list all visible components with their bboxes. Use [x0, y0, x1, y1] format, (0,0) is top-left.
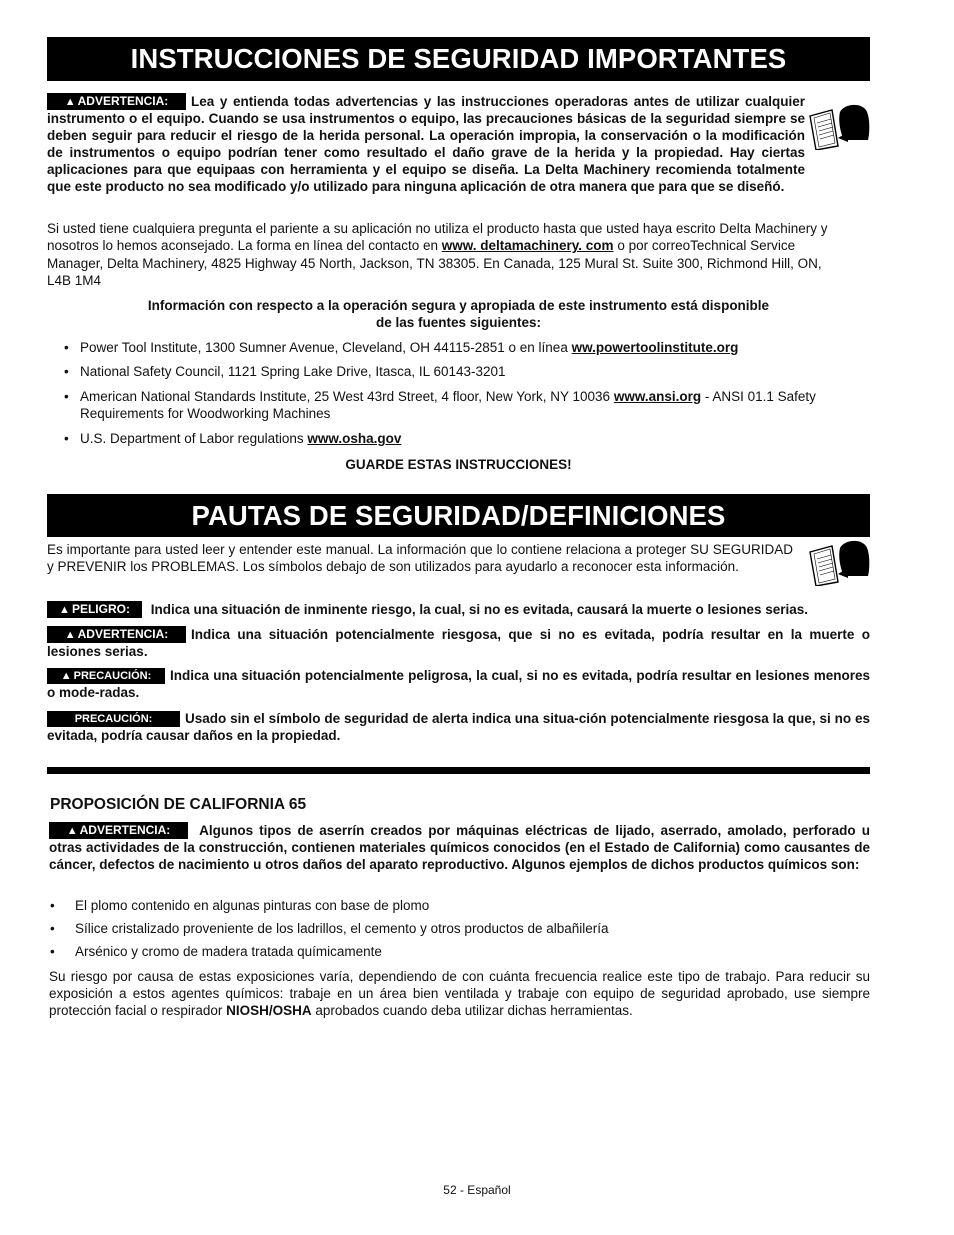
- caution-tag-label: PRECAUCIÓN:: [74, 713, 153, 725]
- warning-tag-label: ADVERTENCIA:: [77, 94, 169, 108]
- chemical-text: Arsénico y cromo de madera tratada químicamente: [75, 944, 382, 959]
- ansi-link[interactable]: www.ansi.org: [613, 389, 702, 404]
- read-manual-icon: [808, 538, 870, 586]
- definition-warning: [47, 626, 870, 660]
- save-instructions: GUARDE ESTAS INSTRUCCIONES!: [345, 457, 572, 472]
- warning-triangle-icon: ▲: [64, 96, 76, 108]
- warning-triangle-icon: ▲: [66, 825, 78, 837]
- sources-list: [50, 339, 840, 447]
- section-divider: [47, 767, 870, 774]
- caution-tag-no-symbol: [47, 711, 180, 727]
- risk-text: Su riesgo por causa de estas exposiciones varía, dependiendo de con cuánta frecuencia realice este tipo de trabajo. Para reducir su exposición a estos agentes químicos: trabaje en un área bien ventilada y trabaje con equipo de seguridad aprobado, use siempre protección facial o respirador: [49, 969, 870, 1018]
- section-title-text: INSTRUCCIONES DE SEGURIDAD IMPORTANTES: [130, 43, 787, 74]
- warning-triangle-icon: ▲: [59, 604, 70, 616]
- warning-text: Lea y entienda todas advertencias y las instrucciones operadoras antes de utilizar cualquier instrumento o el equipo. Cuando se usa instrumentos o equipo, las precauciones básicas de la seguridad siempre se deben seguir para reducir el riesgo de la herida personal. La operación impropia, la conservación o la modificación de instrumentos o equipo podrían tener como resultado el daño grave de la herida y la propiedad. Hay ciertas aplicaciones para que equipaas con herramienta y el equipo se diseña. La Delta Machinery recomienda totalmente que este producto no sea modificado y/o utilizado para ninguna aplicación de otra manera que para que se diseñó.: [47, 94, 805, 194]
- contact-paragraph: [47, 220, 847, 289]
- risk-text-end: aprobados cuando deba utilizar dichas herramientas.: [311, 1003, 633, 1018]
- contact-text: Si usted tiene cualquiera pregunta el pariente a su aplicación no utiliza el producto hasta que usted haya escrito Delta Machinery y nosotros lo hemos aconsejado. La forma en línea del contacto en: [47, 221, 828, 254]
- page-number: 52 - Español: [443, 1183, 511, 1197]
- chemical-text: Sílice cristalizado proveniente de los ladrillos, el cemento y otros productos de albañilería: [75, 921, 609, 936]
- definition-text: Indica una situación potencialmente riesgosa, que si no es evitada, podría resultar en la muerte o lesiones serias.: [47, 627, 870, 659]
- danger-tag-label: PELIGRO:: [71, 602, 130, 616]
- section-title-safety-instructions: [47, 37, 870, 81]
- warning-tag-label: ADVERTENCIA:: [79, 823, 171, 837]
- definition-text: Indica una situación de inminente riesgo, la cual, si no es evitada, causará la muerte o lesiones serias.: [150, 602, 809, 617]
- definition-text: Usado sin el símbolo de seguridad de alerta indica una situa-ción potencialmente riesgosa la que, si no es evitada, podría causar daños en la propiedad.: [47, 711, 870, 743]
- prop65-warning-paragraph: [49, 822, 870, 873]
- list-item: • Sílice cristalizado proveniente de los ladrillos, el cemento y otros productos de albañilería: [50, 921, 609, 936]
- warning-triangle-icon: ▲: [64, 629, 76, 641]
- definition-caution-no-symbol: [47, 710, 870, 744]
- definition-caution: [47, 667, 870, 701]
- source-text-after: - ANSI 01.1 Safety Requirements for Woodworking Machines: [80, 389, 816, 421]
- info-heading-line1: Información con respecto a la operación segura y apropiada de este instrumento está disponible: [147, 298, 770, 313]
- definitions-intro: Es importante para usted leer y entender este manual. La información que lo contiene relaciona a proteger SU SEGURIDAD y PREVENIR los PROBLEMAS. Los símbolos debajo de son utilizados para ayudarlo a reconocer esta información.: [47, 542, 793, 574]
- source-text: Power Tool Institute, 1300 Sumner Avenue, Cleveland, OH 44115-2851 o en línea: [80, 340, 572, 355]
- chemical-text: El plomo contenido en algunas pinturas con base de plomo: [75, 898, 430, 913]
- read-manual-icon: [808, 102, 870, 150]
- contact-address: o por correoTechnical Service Manager, Delta Machinery, 4825 Highway 45 North, Jackson, TN 38305. En Canada, 125 Mural St. Suite 300, Richmond Hill, ON, L4B 1M4: [47, 238, 822, 288]
- safety-warning-paragraph: [47, 93, 805, 195]
- prop65-heading: PROPOSICIÓN DE CALIFORNIA 65: [50, 796, 307, 813]
- caution-tag: [47, 668, 165, 684]
- warning-tag-label: ADVERTENCIA:: [77, 627, 169, 641]
- source-text: American National Standards Institute, 25 West 43rd Street, 4 floor, New York, NY 10036: [80, 389, 614, 404]
- list-item: • El plomo contenido en algunas pinturas con base de plomo: [50, 898, 430, 913]
- source-text: National Safety Council, 1121 Spring Lake Drive, Itasca, IL 60143-3201: [80, 364, 506, 379]
- warning-text: Algunos tipos de aserrín creados por máquinas eléctricas de lijado, aserrado, amolado, perforado u otras actividades de la construcción, contienen materiales químicos conocidos (en el Estado de California) como causantes de cáncer, defectos de nacimiento u otros daños del aparato reproductivo. Algunos ejemplos de dichos productos químicos son:: [49, 823, 870, 872]
- list-item: • Arsénico y cromo de madera tratada químicamente: [50, 944, 382, 959]
- list-item: • U.S. Department of Labor regulations www.osha.gov: [64, 431, 402, 446]
- powertool-link[interactable]: ww.powertoolinstitute.org: [571, 340, 739, 355]
- caution-tag-label: PRECAUCIÓN:: [73, 670, 152, 682]
- niosh-osha-text: NIOSH/OSHA: [226, 1003, 312, 1018]
- section-title-text: PAUTAS DE SEGURIDAD/DEFINICIONES: [191, 499, 726, 531]
- info-heading-line2: de las fuentes siguientes:: [375, 315, 542, 330]
- chemicals-list: [45, 897, 845, 960]
- source-text: U.S. Department of Labor regulations: [80, 431, 308, 446]
- warning-tag: [47, 626, 186, 643]
- warning-tag: [49, 822, 188, 839]
- warning-triangle-icon: ▲: [60, 670, 72, 682]
- list-item: • National Safety Council, 1121 Spring Lake Drive, Itasca, IL 60143-3201: [64, 364, 506, 379]
- info-heading: [47, 297, 870, 331]
- list-item: • American National Standards Institute, 25 West 43rd Street, 4 floor, New York, NY 10036 www.ansi.org - ANSI 01.1 Safety Requirements for Woodworking Machines: [64, 389, 816, 421]
- list-item: • Power Tool Institute, 1300 Sumner Avenue, Cleveland, OH 44115-2851 o en línea ww.powertoolinstitute.org: [64, 340, 739, 355]
- warning-tag: [47, 93, 186, 110]
- danger-tag: [47, 601, 142, 618]
- risk-paragraph: [49, 968, 870, 1019]
- definition-text: Indica una situación potencialmente peligrosa, la cual, si no es evitada, podría resultar en lesiones menores o mode-radas.: [47, 668, 870, 700]
- section-title-definitions: [47, 494, 870, 537]
- delta-website-link[interactable]: www. deltamachinery. com: [441, 238, 614, 254]
- definition-danger: [47, 601, 870, 618]
- osha-link[interactable]: www.osha.gov: [307, 431, 402, 446]
